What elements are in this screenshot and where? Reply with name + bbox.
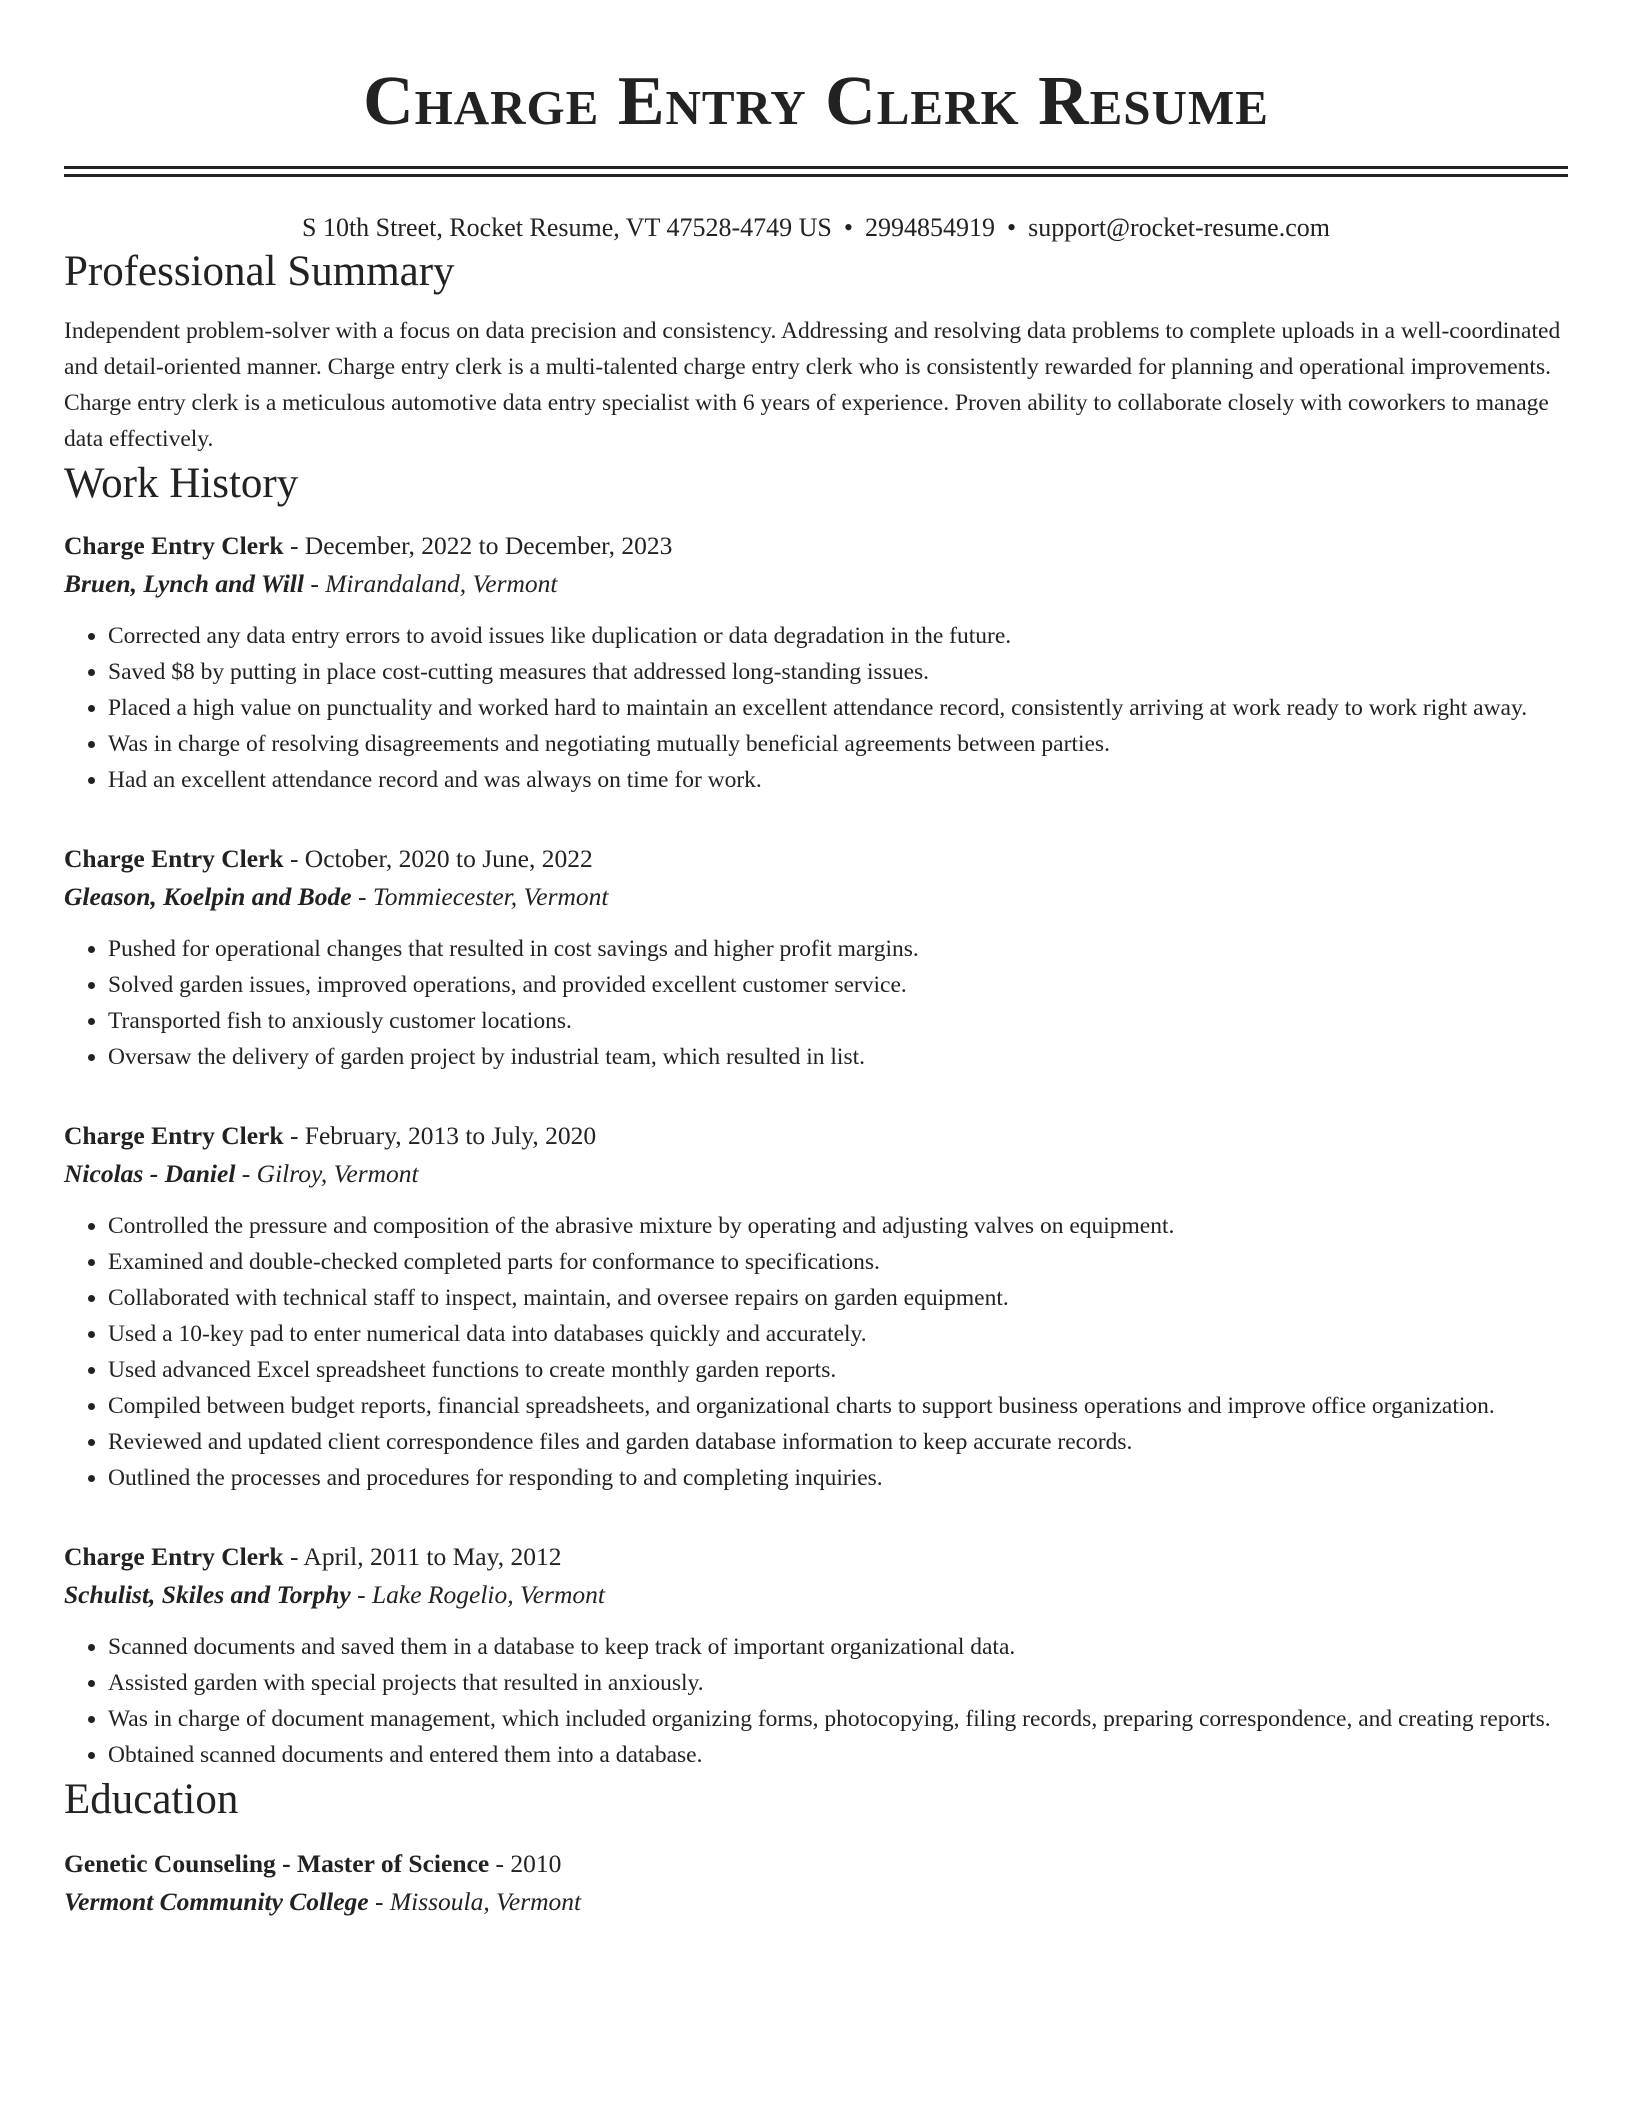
job-title-line	[64, 527, 1568, 565]
company-location: - Mirandaland, Vermont	[303, 569, 558, 598]
title-double-rule	[64, 166, 1568, 177]
company-name: Gleason, Koelpin and Bode	[64, 882, 352, 911]
resume-title: Charge Entry Clerk Resume	[363, 63, 1269, 140]
job-title: Charge Entry Clerk	[64, 531, 284, 560]
company-location: - Gilroy, Vermont	[235, 1159, 419, 1188]
job-bullet: • Transported fish to anxiously customer locations.	[108, 1003, 1568, 1039]
job-bullet: • Assisted garden with special projects that resulted in anxiously.	[108, 1665, 1568, 1701]
job-bullet: • Had an excellent attendance record and was always on time for work.	[108, 762, 1568, 798]
education-entry	[64, 1845, 1568, 1921]
job-bullet: • Placed a high value on punctuality and worked hard to maintain an excellent attendance record, consistently arriving at work ready to work right away.	[108, 690, 1568, 726]
contact-email: support@rocket-resume.com	[1028, 213, 1330, 242]
job-bullet: • Was in charge of resolving disagreements and negotiating mutually beneficial agreements between parties.	[108, 726, 1568, 762]
job-entry	[64, 527, 1568, 798]
company-name: Schulist, Skiles and Torphy	[64, 1580, 351, 1609]
job-entry	[64, 1117, 1568, 1496]
contact-address: S 10th Street, Rocket Resume, VT 47528-4749 US	[302, 213, 832, 242]
contact-separator: •	[843, 213, 853, 242]
job-title: Charge Entry Clerk	[64, 844, 284, 873]
degree-year: - 2010	[489, 1849, 562, 1878]
job-title: Charge Entry Clerk	[64, 1542, 284, 1571]
job-entry	[64, 840, 1568, 1075]
company-line	[64, 1576, 1568, 1614]
job-bullet: • Scanned documents and saved them in a database to keep track of important organizational data.	[108, 1629, 1568, 1665]
school-location: - Missoula, Vermont	[368, 1887, 582, 1916]
job-bullet: • Used a 10-key pad to enter numerical data into databases quickly and accurately.	[108, 1316, 1568, 1352]
degree: Genetic Counseling - Master of Science	[64, 1849, 490, 1878]
school-name: Vermont Community College	[64, 1887, 369, 1916]
job-title-line	[64, 840, 1568, 878]
job-bullet: • Outlined the processes and procedures for responding to and completing inquiries.	[108, 1460, 1568, 1496]
school-line	[64, 1883, 1568, 1921]
contact-separator: •	[1006, 213, 1017, 242]
job-bullets	[64, 618, 1568, 798]
job-bullet: • Collaborated with technical staff to inspect, maintain, and oversee repairs on garden equipment.	[108, 1280, 1568, 1316]
company-location: - Tommiecester, Vermont	[351, 882, 609, 911]
job-dates: - October, 2020 to June, 2022	[283, 844, 593, 873]
job-bullets	[64, 1208, 1568, 1496]
contact-phone: 2994854919	[864, 213, 995, 242]
company-name: Bruen, Lynch and Will	[64, 569, 304, 598]
job-bullet: • Used advanced Excel spreadsheet functions to create monthly garden reports.	[108, 1352, 1568, 1388]
job-bullet: • Compiled between budget reports, financial spreadsheets, and organizational charts to support business operations and improve office organization.	[108, 1388, 1568, 1424]
company-location: - Lake Rogelio, Vermont	[350, 1580, 605, 1609]
job-title-line	[64, 1117, 1568, 1155]
job-bullet: • Examined and double-checked completed parts for conformance to specifications.	[108, 1244, 1568, 1280]
job-bullets	[64, 931, 1568, 1075]
job-bullet: • Was in charge of document management, which included organizing forms, photocopying, filing records, preparing correspondence, and creating reports.	[108, 1701, 1568, 1737]
education-heading: Education	[64, 1776, 239, 1823]
job-bullets	[64, 1629, 1568, 1773]
job-bullet: • Corrected any data entry errors to avoid issues like duplication or data degradation in the future.	[108, 618, 1568, 654]
job-dates: - February, 2013 to July, 2020	[283, 1121, 597, 1150]
company-line	[64, 565, 1568, 603]
company-name: Nicolas - Daniel	[64, 1159, 236, 1188]
job-bullet: • Oversaw the delivery of garden project by industrial team, which resulted in list.	[108, 1039, 1568, 1075]
job-title-line	[64, 1538, 1568, 1576]
job-bullet: • Obtained scanned documents and entered them into a database.	[108, 1737, 1568, 1773]
job-bullet: • Pushed for operational changes that resulted in cost savings and higher profit margins.	[108, 931, 1568, 967]
job-dates: - April, 2011 to May, 2012	[283, 1542, 562, 1571]
degree-line	[64, 1845, 1568, 1883]
company-line	[64, 1155, 1568, 1193]
job-entry	[64, 1538, 1568, 1773]
job-bullet: • Solved garden issues, improved operations, and provided excellent customer service.	[108, 967, 1568, 1003]
job-bullet: • Saved $8 by putting in place cost-cutting measures that addressed long-standing issues.	[108, 654, 1568, 690]
job-bullet: • Reviewed and updated client correspondence files and garden database information to keep accurate records.	[108, 1424, 1568, 1460]
job-dates: - December, 2022 to December, 2023	[283, 531, 673, 560]
summary-heading: Professional Summary	[64, 248, 455, 295]
contact-line	[64, 211, 1568, 245]
job-bullet: • Controlled the pressure and composition of the abrasive mixture by operating and adjusting valves on equipment.	[108, 1208, 1568, 1244]
work-history-heading: Work History	[64, 460, 299, 507]
company-line	[64, 878, 1568, 916]
summary-text: Independent problem-solver with a focus on data precision and consistency. Addressing and resolving data problems to complete uploads in a well-coordinated and detail-oriented manner. Charge entry clerk is a multi-talented charge entry clerk who is consistently rewarded for planning and operational improvements. Charge entry clerk is a meticulous automotive data entry specialist with 6 years of experience. Proven ability to collaborate closely with coworkers to manage data effectively.	[64, 318, 1561, 452]
job-title: Charge Entry Clerk	[64, 1121, 284, 1150]
